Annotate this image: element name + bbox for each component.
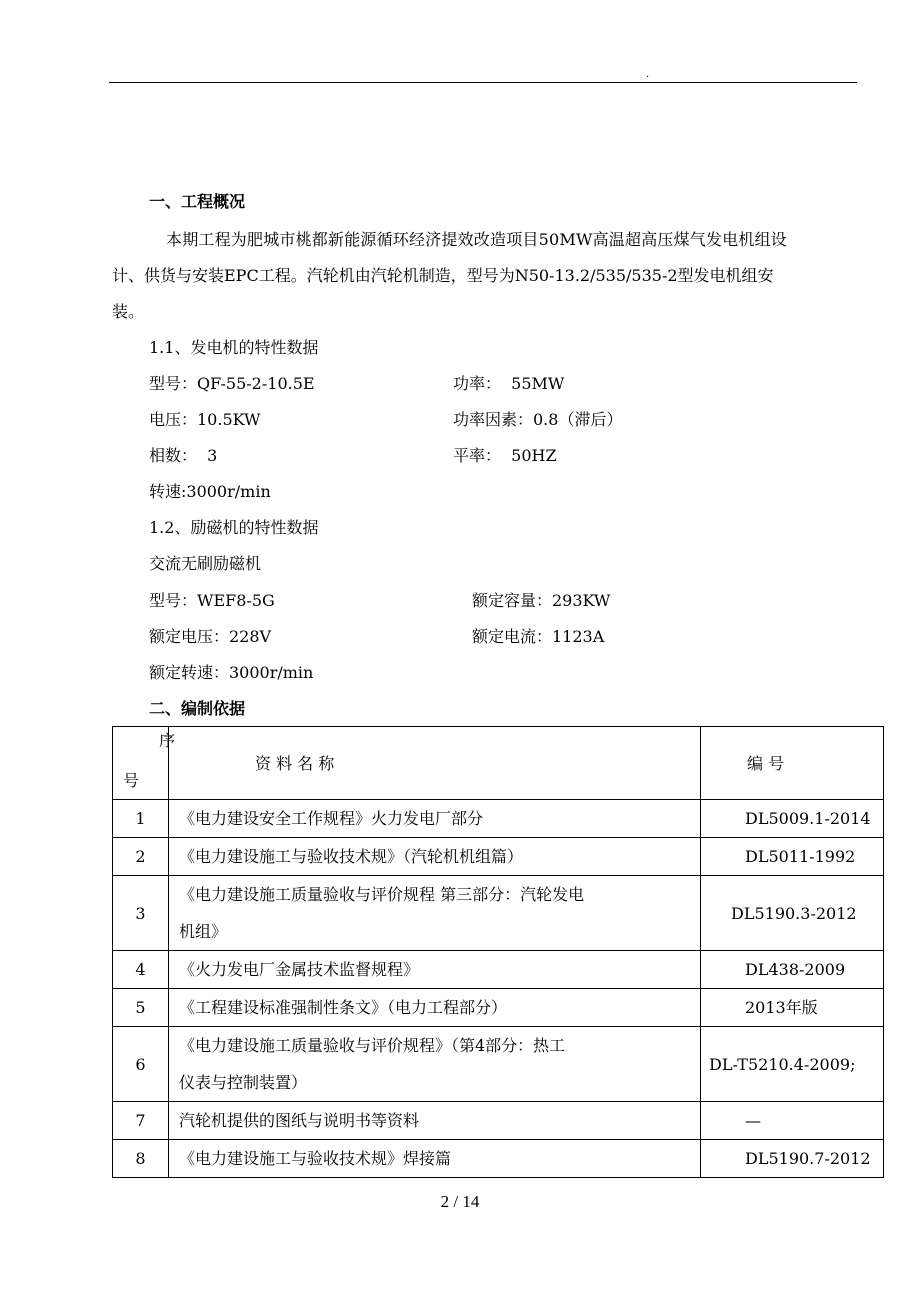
generator-power-factor: 功率因素：0.8（滞后） xyxy=(453,410,623,429)
exciter-voltage: 额定电压：228V xyxy=(149,627,272,646)
row-code: DL-T5210.4-2009; xyxy=(709,1054,856,1074)
row-code-cell xyxy=(701,951,884,989)
header-name-cell xyxy=(169,727,701,800)
table-row xyxy=(113,800,884,838)
row-code: — xyxy=(745,1111,761,1130)
row-seq: 7 xyxy=(113,1102,169,1140)
row-code-cell xyxy=(701,1027,884,1102)
row-seq: 8 xyxy=(113,1140,169,1178)
row-code-cell xyxy=(701,1140,884,1178)
table-row xyxy=(113,1140,884,1178)
exciter-current: 额定电流：1123A xyxy=(472,627,605,646)
row-code: DL5190.7-2012 xyxy=(745,1149,871,1168)
generator-model: 型号：QF-55-2-10.5E xyxy=(149,374,315,393)
header-seq-cell xyxy=(113,727,176,800)
exciter-model: 型号：WEF8-5G xyxy=(149,591,275,610)
table-row xyxy=(113,838,884,876)
row-code-cell xyxy=(701,876,884,951)
row-seq: 3 xyxy=(113,876,169,951)
row-name: 《工程建设标准强制性条文》（电力工程部分） xyxy=(169,989,701,1027)
row-seq: 2 xyxy=(113,838,169,876)
row-name: 《火力发电厂金属技术监督规程》 xyxy=(169,951,701,989)
row-code: DL5190.3-2012 xyxy=(731,903,857,923)
row-name-line1: 《电力建设施工质量验收与评价规程 第三部分：汽轮发电 xyxy=(179,885,585,904)
table-row xyxy=(113,1027,884,1102)
row-name xyxy=(169,876,701,951)
row-seq: 4 xyxy=(113,951,169,989)
header-mark: . xyxy=(646,69,650,80)
row-name: 《电力建设安全工作规程》火力发电厂部分 xyxy=(169,800,701,838)
generator-voltage: 电压：10.5KW xyxy=(149,410,261,429)
row-name: 《电力建设施工与验收技术规》焊接篇 xyxy=(169,1140,701,1178)
row-name xyxy=(169,1027,701,1102)
row-code-cell xyxy=(701,800,884,838)
row-name-line2: 机组》 xyxy=(179,922,228,941)
generator-title: 1.1、发电机的特性数据 xyxy=(149,338,319,357)
table-row xyxy=(113,876,884,951)
header-rule xyxy=(109,82,857,83)
exciter-title: 1.2、励磁机的特性数据 xyxy=(149,518,319,537)
header-seq-bottom: 号 xyxy=(123,771,140,790)
row-code: DL5009.1-2014 xyxy=(745,809,871,828)
section1-title: 一、工程概况 xyxy=(149,192,246,211)
table-row xyxy=(113,989,884,1027)
section1-para-line2: 计、供货与安装EPC工程。汽轮机由汽轮机制造，型号为N50-13.2/535/535-2型发电机组安 xyxy=(112,266,774,285)
row-code-cell xyxy=(701,989,884,1027)
row-seq: 5 xyxy=(113,989,169,1027)
row-name: 《电力建设施工与验收技术规》（汽轮机机组篇） xyxy=(169,838,701,876)
table-row xyxy=(113,1102,884,1140)
section1-para-line1: 本期工程为肥城市桃都新能源循环经济提效改造项目50MW高温超高压煤气发电机组设 xyxy=(166,230,787,249)
generator-power: 功率： 55MW xyxy=(453,374,565,393)
table-row xyxy=(113,951,884,989)
generator-frequency: 平率： 50HZ xyxy=(453,446,557,465)
page-number: 2 / 14 xyxy=(440,1192,480,1211)
exciter-capacity: 额定容量：293KW xyxy=(472,591,611,610)
header-code: 编 号 xyxy=(747,753,785,773)
row-code-cell xyxy=(701,838,884,876)
header-code-cell xyxy=(701,727,884,800)
row-code: DL438-2009 xyxy=(745,960,846,979)
reference-table xyxy=(112,726,884,1178)
generator-speed: 转速:3000r/min xyxy=(149,482,271,501)
header-seq-top: 序 xyxy=(159,731,176,750)
row-code-cell xyxy=(701,1102,884,1140)
row-seq: 6 xyxy=(113,1027,169,1102)
row-name-line2: 仪表与控制装置） xyxy=(179,1073,308,1092)
generator-phase: 相数： 3 xyxy=(149,446,218,465)
table-header-row xyxy=(113,727,884,800)
row-code: DL5011-1992 xyxy=(745,847,856,866)
row-name: 汽轮机提供的图纸与说明书等资料 xyxy=(169,1102,701,1140)
row-code: 2013年版 xyxy=(745,998,818,1017)
header-name: 资 料 名 称 xyxy=(255,753,335,773)
exciter-speed: 额定转速：3000r/min xyxy=(149,663,314,682)
section1-para-line3: 装。 xyxy=(112,302,145,321)
row-name-line1: 《电力建设施工质量验收与评价规程》（第4部分：热工 xyxy=(179,1036,566,1055)
section2-title: 二、编制依据 xyxy=(149,699,246,718)
row-seq: 1 xyxy=(113,800,169,838)
exciter-type: 交流无刷励磁机 xyxy=(149,554,262,573)
